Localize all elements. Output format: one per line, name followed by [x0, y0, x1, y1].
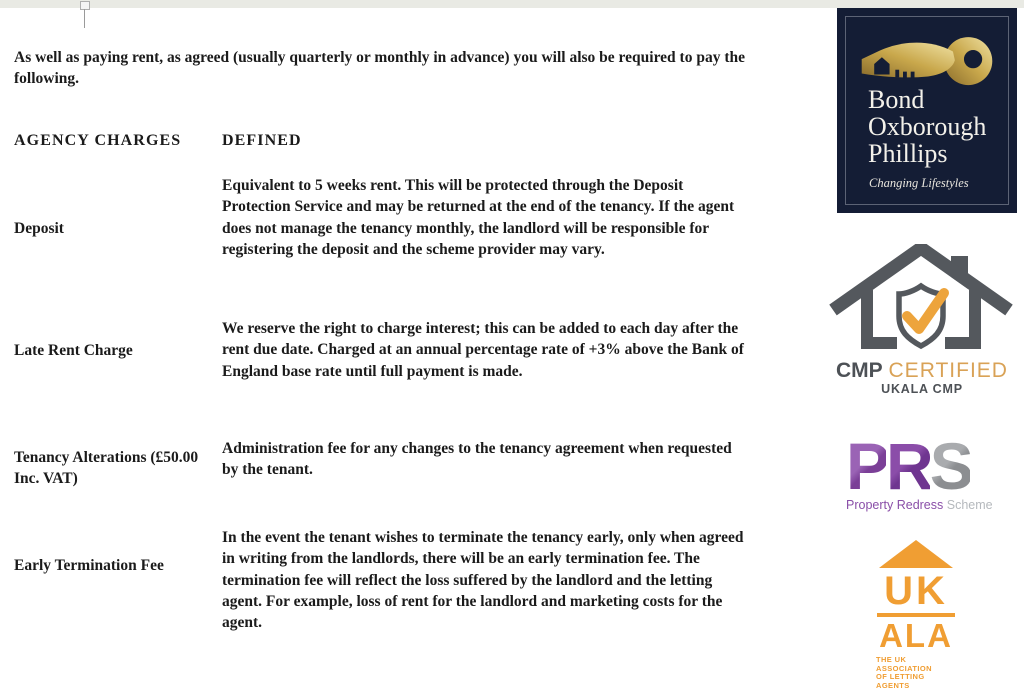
- text-cursor-pin: [80, 1, 90, 10]
- ukala-subtitle-line1: THE UK ASSOCIATION: [876, 655, 932, 673]
- prs-subtitle-gray: Scheme: [943, 498, 993, 512]
- ukala-roof-icon: [879, 540, 953, 568]
- bond-logo-line3: Phillips: [868, 139, 948, 168]
- bond-logo-tagline: Changing Lifestyles: [869, 176, 969, 190]
- prs-subtitle-purple: Property Redress: [846, 498, 944, 512]
- ukala-logo: [876, 540, 956, 690]
- cmp-certified-logo: [829, 244, 1015, 394]
- charge-definition-tenancy-alterations: Administration fee for any changes to the tenancy agreement when requested by the tenant.: [222, 440, 732, 479]
- charge-definition-deposit: Equivalent to 5 weeks rent. This will be protected through the Deposit Protection Service and may be returned at the end of the tenancy. If the agent does not manage the tenancy monthly, the landlord will be responsible for registering the deposit and the scheme provider may vary.: [222, 177, 735, 258]
- prs-letter-r: R: [886, 429, 930, 503]
- charge-label-tenancy-alterations: Tenancy Alterations (£50.00 Inc. VAT): [14, 449, 199, 488]
- ukala-ala-text: ALA: [879, 617, 953, 654]
- gold-key-icon: [855, 34, 999, 92]
- ukala-cmp-text: UKALA CMP: [881, 382, 963, 396]
- cmp-certified-text: [829, 360, 1015, 381]
- certified-word: CERTIFIED: [888, 359, 1008, 382]
- prs-letter-p: P: [846, 429, 887, 503]
- prs-subtitle: [846, 498, 996, 512]
- bond-logo-line2: Oxborough: [868, 112, 987, 141]
- bond-oxborough-phillips-logo: [837, 8, 1017, 213]
- ukala-subtitle: [876, 656, 956, 690]
- cmp-word: CMP: [836, 359, 883, 382]
- prs-letters: [846, 429, 996, 503]
- cmp-house-shield-icon: [829, 244, 1015, 356]
- text-cursor-line: [84, 9, 85, 28]
- bond-logo-name: [868, 86, 986, 167]
- charge-label-late-rent: Late Rent Charge: [14, 342, 133, 359]
- top-gray-bar: [0, 0, 1024, 8]
- agency-charges-header: AGENCY CHARGES: [14, 132, 182, 149]
- prs-letter-s: S: [929, 429, 970, 503]
- prs-logo: [846, 429, 996, 512]
- charge-label-early-termination: Early Termination Fee: [14, 557, 164, 574]
- charge-definition-early-termination: In the event the tenant wishes to terminate the tenancy early, only when agreed in writing from the landlords, there will be an early termination fee. The termination fee will reflect the loss suffered by the landlord and the letting agent. For example, loss of rent for the landlord and marketing costs for the agent.: [222, 529, 744, 632]
- intro-paragraph: As well as paying rent, as agreed (usually quarterly or monthly in advance) you will also be required to pay the following.: [14, 48, 745, 87]
- charge-label-deposit: Deposit: [14, 220, 64, 237]
- ukala-subtitle-line2: OF LETTING AGENTS: [876, 672, 925, 690]
- defined-header: DEFINED: [222, 132, 302, 149]
- ukala-uk-text: UK: [884, 569, 948, 613]
- charge-definition-late-rent: We reserve the right to charge interest; this can be added to each day after the rent due date. Charged at an annual percentage rate of +3% above the Bank of England base rate until full payment is made.: [222, 320, 744, 380]
- bond-logo-line1: Bond: [868, 85, 925, 114]
